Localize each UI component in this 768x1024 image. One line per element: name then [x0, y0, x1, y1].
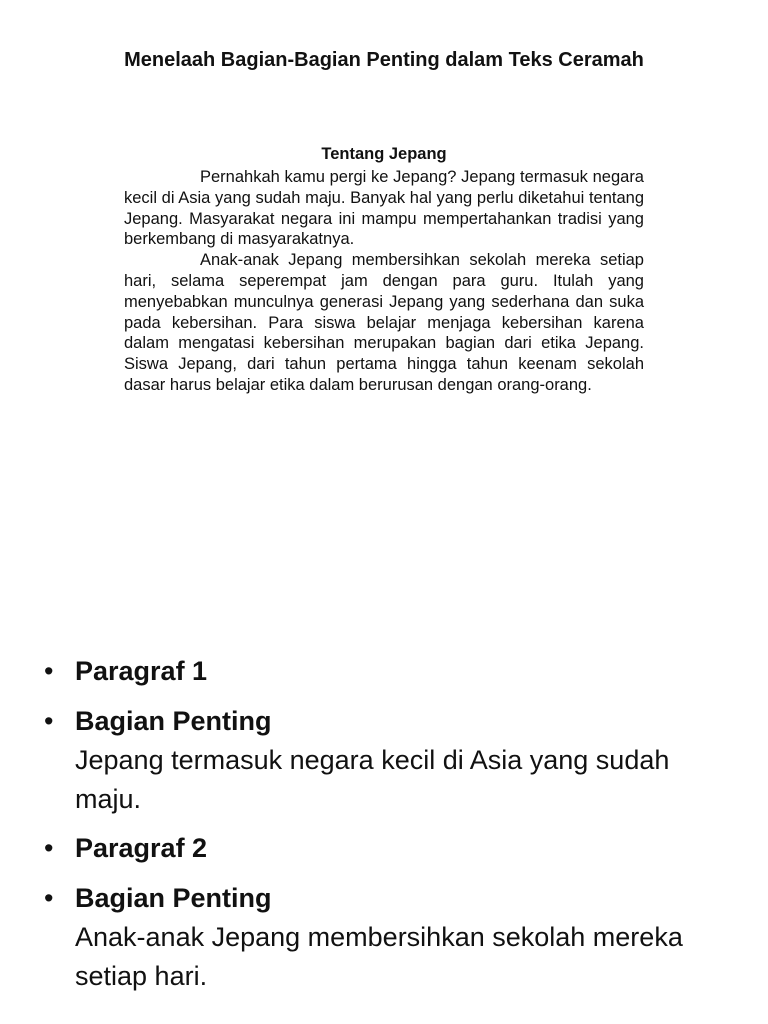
- bullet-list: [44, 650, 724, 1004]
- bullet-paragraf-1: [44, 650, 724, 692]
- article-heading: Tentang Jepang: [321, 145, 447, 163]
- bullet-body: Anak-anak Jepang membersihkan sekolah mereka setiap hari.: [75, 922, 683, 991]
- bullet-body: Jepang termasuk negara kecil di Asia yang sudah maju.: [75, 745, 670, 814]
- bullet-paragraf-2: [44, 827, 724, 869]
- bullet-marker: •: [44, 883, 54, 913]
- bullet-marker: •: [44, 656, 54, 686]
- bullet-heading: Paragraf 2: [75, 833, 208, 863]
- slide-title: Menelaah Bagian-Bagian Penting dalam Teks Ceramah: [124, 49, 644, 71]
- bullet-heading: Bagian Penting: [75, 883, 272, 913]
- bullet-heading: Paragraf 1: [75, 656, 208, 686]
- bullet-bagian-penting-1: [44, 700, 724, 819]
- article-paragraph-1: Pernahkah kamu pergi ke Jepang? Jepang termasuk negara kecil di Asia yang sudah maju. Banyak hal yang perlu diketahui tentang Jepang. Masyarakat negara ini mampu mempertahankan tradisi yang berkembang di masyarakatnya.: [124, 168, 644, 249]
- article-excerpt: [124, 143, 644, 396]
- bullet-bagian-penting-2: [44, 877, 724, 996]
- article-paragraph-2: Anak-anak Jepang membersihkan sekolah mereka setiap hari, selama seperempat jam dengan para guru. Itulah yang menyebabkan munculnya generasi Jepang yang sederhana dan suka pada kebersihan. Para siswa belajar menjaga kebersihan karena dalam mengatasi kebersihan merupakan bagian dari etika Jepang. Siswa Jepang, dari tahun pertama hingga tahun keenam sekolah dasar harus belajar etika dalam berurusan dengan orang-orang.: [124, 251, 644, 394]
- bullet-heading: Bagian Penting: [75, 706, 272, 736]
- bullet-marker: •: [44, 833, 54, 863]
- bullet-marker: •: [44, 706, 54, 736]
